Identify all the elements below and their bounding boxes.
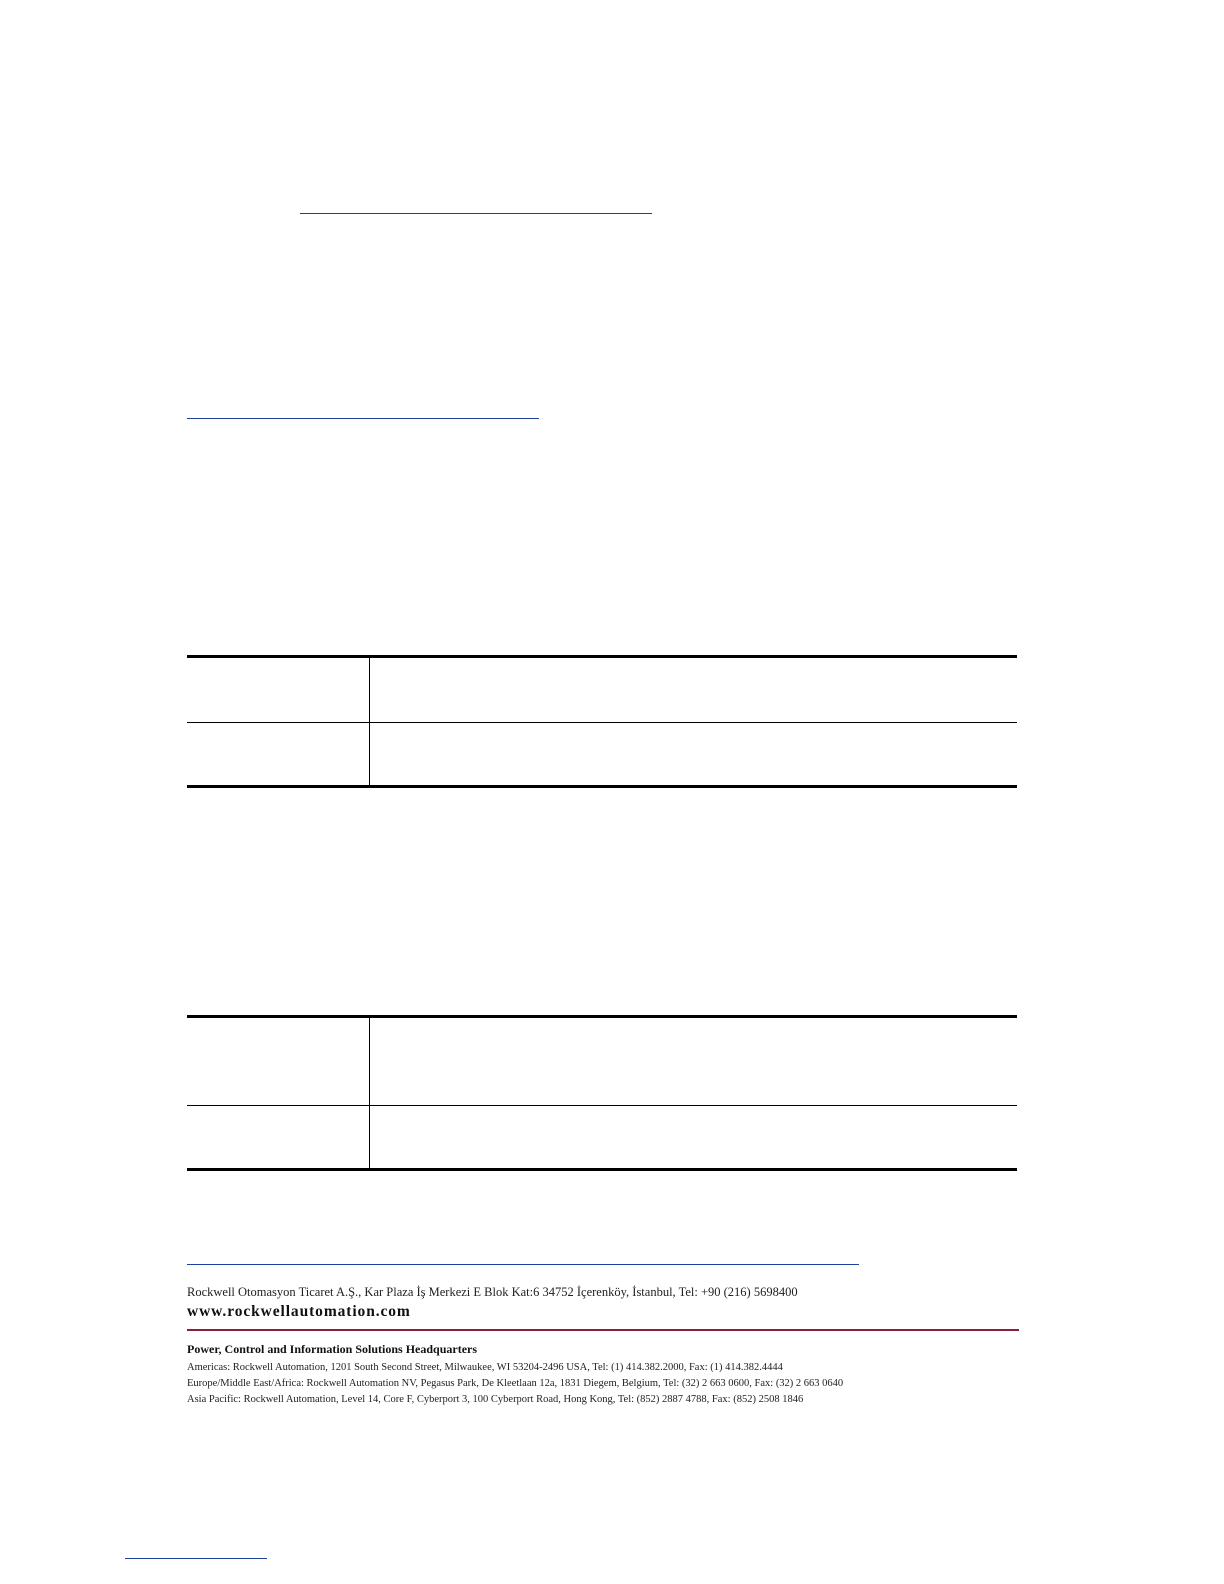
- column-divider: [369, 1106, 370, 1168]
- table-1: [187, 655, 1017, 788]
- table-row: [187, 1018, 1017, 1105]
- asia-pacific-address: Asia Pacific: Rockwell Automation, Level 14, Core F, Cyberport 3, 100 Cyberport Road, Hong Kong, Tel: (852) 2887 4788, Fax: (852) 2508 1846: [187, 1394, 804, 1405]
- table-row: [187, 1105, 1017, 1168]
- column-divider: [369, 723, 370, 785]
- hyperlink-underline[interactable]: [187, 1264, 859, 1265]
- hyperlink-underline[interactable]: [300, 213, 652, 214]
- table-row: [187, 658, 1017, 722]
- headquarters-title: Power, Control and Information Solutions Headquarters: [187, 1342, 478, 1356]
- emea-address: Europe/Middle East/Africa: Rockwell Automation NV, Pegasus Park, De Kleetlaan 12a, 1831 Diegem, Belgium, Tel: (32) 2 663 0600, Fax: (32) 2 663 0640: [187, 1378, 844, 1389]
- brand-divider: [187, 1329, 1019, 1331]
- publication-footer: [187, 1284, 1019, 1405]
- column-divider: [369, 1018, 370, 1105]
- americas-address: Americas: Rockwell Automation, 1201 South Second Street, Milwaukee, WI 53204-2496 USA, Tel: (1) 414.382.2000, Fax: (1) 414.382.4444: [187, 1362, 783, 1373]
- column-divider: [369, 658, 370, 722]
- hyperlink-underline[interactable]: [125, 1558, 267, 1559]
- table-row: [187, 722, 1017, 785]
- table-2: [187, 1015, 1017, 1171]
- hyperlink-underline[interactable]: [187, 418, 539, 419]
- website-link[interactable]: www.rockwellautomation.com: [187, 1303, 411, 1320]
- turkey-office-address: Rockwell Otomasyon Ticaret A.Ş., Kar Plaza İş Merkezi E Blok Kat:6 34752 İçerenköy, İstanbul, Tel: +90 (216) 5698400: [187, 1285, 798, 1299]
